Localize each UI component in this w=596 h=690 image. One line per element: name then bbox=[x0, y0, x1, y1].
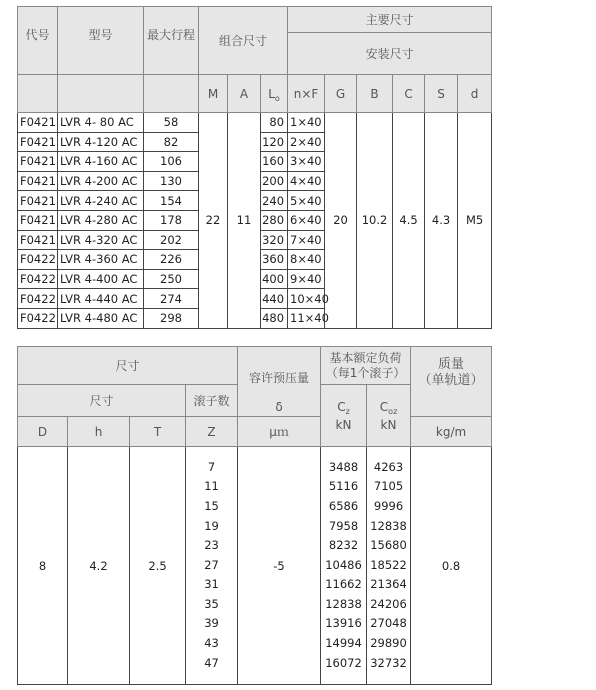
coz-value: 9996 bbox=[373, 498, 404, 513]
header-L0 bbox=[261, 75, 288, 113]
roller-count: 7 bbox=[207, 459, 216, 474]
cell-code: F0421 bbox=[18, 132, 58, 152]
cell-model: LVR 4-440 AC bbox=[58, 289, 144, 309]
header-T: T bbox=[130, 417, 186, 447]
roller-count: 23 bbox=[204, 538, 219, 553]
cell-L0: 400 bbox=[261, 269, 288, 289]
cell-stroke: 298 bbox=[144, 308, 199, 328]
cell-code: F0422 bbox=[18, 269, 58, 289]
cell-Z-list bbox=[186, 447, 238, 685]
header-model: 型号 bbox=[58, 7, 144, 75]
cell-S: 4.3 bbox=[425, 113, 458, 329]
coz-value: 18522 bbox=[370, 557, 407, 572]
roller-count: 15 bbox=[204, 498, 219, 513]
cell-code: F0421 bbox=[18, 191, 58, 211]
cell-h: 4.2 bbox=[68, 447, 130, 685]
header-D: D bbox=[18, 417, 68, 447]
cell-L0: 240 bbox=[261, 191, 288, 211]
header-h: h bbox=[68, 417, 130, 447]
cell-L0: 120 bbox=[261, 132, 288, 152]
cell-model: LVR 4-400 AC bbox=[58, 269, 144, 289]
coz-value: 15680 bbox=[370, 538, 407, 553]
header-Coz bbox=[367, 385, 411, 447]
cell-nxF: 5×40 bbox=[288, 191, 325, 211]
cell-model: LVR 4-320 AC bbox=[58, 230, 144, 250]
header-Coz-label bbox=[367, 399, 410, 417]
cell-nxF: 1×40 bbox=[288, 113, 325, 133]
cell-model: LVR 4-480 AC bbox=[58, 308, 144, 328]
cell-L0: 320 bbox=[261, 230, 288, 250]
header-load-line2: （每1个滚子） bbox=[325, 365, 406, 380]
cell-Cz-list bbox=[321, 447, 367, 685]
cell-model: LVR 4-360 AC bbox=[58, 250, 144, 270]
cell-L0: 360 bbox=[261, 250, 288, 270]
coz-value: 24206 bbox=[370, 596, 407, 611]
header-max-stroke: 最大行程 bbox=[144, 7, 199, 75]
header-M: M bbox=[199, 75, 228, 113]
header-mass-line2: （单轨道） bbox=[418, 373, 484, 388]
header-model-empty bbox=[58, 75, 144, 113]
cell-stroke: 250 bbox=[144, 269, 199, 289]
cell-model: LVR 4-280 AC bbox=[58, 210, 144, 230]
cell-model: LVR 4- 80 AC bbox=[58, 113, 144, 133]
cell-nxF: 11×40 bbox=[288, 308, 325, 328]
coz-value: 12838 bbox=[370, 518, 407, 533]
table-row bbox=[18, 113, 492, 133]
roller-count: 39 bbox=[204, 616, 219, 631]
cz-value: 3488 bbox=[328, 459, 359, 474]
roller-count-list bbox=[186, 458, 237, 674]
cell-nxF: 2×40 bbox=[288, 132, 325, 152]
cell-nxF: 10×40 bbox=[288, 289, 325, 309]
cell-L0: 440 bbox=[261, 289, 288, 309]
cell-B: 10.2 bbox=[357, 113, 393, 329]
header-G: G bbox=[325, 75, 357, 113]
header-code-empty bbox=[18, 75, 58, 113]
header-S: S bbox=[425, 75, 458, 113]
roller-count: 47 bbox=[204, 655, 219, 670]
cell-T: 2.5 bbox=[130, 447, 186, 685]
cell-L0: 200 bbox=[261, 171, 288, 191]
cz-value: 12838 bbox=[325, 596, 362, 611]
cz-value: 8232 bbox=[328, 538, 359, 553]
cell-stroke: 202 bbox=[144, 230, 199, 250]
header-Cz-unit: kN bbox=[335, 417, 352, 432]
header-load-rating bbox=[321, 347, 411, 385]
cell-mass: 0.8 bbox=[411, 447, 492, 685]
header-assembly-dims: 组合尺寸 bbox=[199, 7, 288, 75]
roller-count: 43 bbox=[204, 636, 219, 651]
table-row bbox=[18, 447, 492, 685]
coz-value: 32732 bbox=[370, 655, 407, 670]
cell-M: 22 bbox=[199, 113, 228, 329]
header-Coz-sub: oz bbox=[388, 406, 398, 416]
cell-preload: -5 bbox=[238, 447, 321, 685]
cz-value: 5116 bbox=[328, 479, 359, 494]
cell-model: LVR 4-200 AC bbox=[58, 171, 144, 191]
header-Cz-sub: z bbox=[345, 406, 350, 416]
header-code: 代号 bbox=[18, 7, 58, 75]
coz-value: 7105 bbox=[373, 479, 404, 494]
cell-Coz-list bbox=[367, 447, 411, 685]
header-nxF: n×F bbox=[288, 75, 325, 113]
dimension-table bbox=[17, 6, 492, 329]
header-Cz bbox=[321, 385, 367, 447]
cell-code: F0421 bbox=[18, 230, 58, 250]
cz-value: 11662 bbox=[325, 577, 362, 592]
coz-value: 27048 bbox=[370, 616, 407, 631]
load-rating-table bbox=[17, 346, 492, 685]
cell-model: LVR 4-240 AC bbox=[58, 191, 144, 211]
cell-nxF: 3×40 bbox=[288, 152, 325, 172]
header-dims: 尺寸 bbox=[18, 347, 238, 385]
coz-value: 21364 bbox=[370, 577, 407, 592]
cell-code: F0421 bbox=[18, 152, 58, 172]
cell-nxF: 6×40 bbox=[288, 210, 325, 230]
cell-code: F0422 bbox=[18, 308, 58, 328]
cell-L0: 80 bbox=[261, 113, 288, 133]
header-Cz-main: C bbox=[337, 399, 346, 414]
header-L0-sub: o bbox=[274, 93, 280, 103]
roller-count: 35 bbox=[204, 596, 219, 611]
cell-stroke: 226 bbox=[144, 250, 199, 270]
cell-A: 11 bbox=[228, 113, 261, 329]
header-Coz-main: C bbox=[379, 399, 389, 414]
cell-stroke: 178 bbox=[144, 210, 199, 230]
cz-list bbox=[321, 458, 366, 674]
header-rollers: 滚子数 bbox=[186, 385, 238, 417]
header-stroke-empty bbox=[144, 75, 199, 113]
cell-nxF: 4×40 bbox=[288, 171, 325, 191]
coz-list bbox=[367, 458, 410, 674]
cz-value: 7958 bbox=[328, 518, 359, 533]
header-C: C bbox=[393, 75, 425, 113]
cell-nxF: 8×40 bbox=[288, 250, 325, 270]
header-delta-unit: μｍ bbox=[238, 417, 321, 447]
cell-code: F0422 bbox=[18, 250, 58, 270]
roller-count: 11 bbox=[204, 479, 219, 494]
cell-D: 8 bbox=[18, 447, 68, 685]
cell-code: F0421 bbox=[18, 171, 58, 191]
cell-stroke: 106 bbox=[144, 152, 199, 172]
header-Z: Z bbox=[186, 417, 238, 447]
cell-stroke: 82 bbox=[144, 132, 199, 152]
cell-L0: 480 bbox=[261, 308, 288, 328]
cell-stroke: 58 bbox=[144, 113, 199, 133]
cell-model: LVR 4-120 AC bbox=[58, 132, 144, 152]
cell-L0: 280 bbox=[261, 210, 288, 230]
roller-count: 19 bbox=[204, 518, 219, 533]
cell-nxF: 9×40 bbox=[288, 269, 325, 289]
cell-stroke: 130 bbox=[144, 171, 199, 191]
cell-code: F0421 bbox=[18, 113, 58, 133]
header-preload bbox=[238, 347, 321, 417]
header-preload-label: 容许预压量 bbox=[249, 371, 310, 385]
cell-L0: 160 bbox=[261, 152, 288, 172]
cz-value: 16072 bbox=[325, 655, 362, 670]
cell-G: 20 bbox=[325, 113, 357, 329]
cz-value: 13916 bbox=[325, 616, 362, 631]
header-Coz-unit: kN bbox=[380, 417, 397, 432]
roller-count: 27 bbox=[204, 557, 219, 572]
header-mass bbox=[411, 347, 492, 417]
cz-value: 10486 bbox=[325, 557, 362, 572]
cell-stroke: 274 bbox=[144, 289, 199, 309]
roller-count: 31 bbox=[204, 577, 219, 592]
header-Cz-label bbox=[321, 399, 366, 417]
cell-code: F0422 bbox=[18, 289, 58, 309]
header-L0-main: L bbox=[268, 86, 275, 101]
cell-nxF: 7×40 bbox=[288, 230, 325, 250]
header-d: d bbox=[458, 75, 492, 113]
header-load-line1: 基本额定负荷 bbox=[329, 350, 402, 365]
cell-d: M5 bbox=[458, 113, 492, 329]
header-install-dims: 安装尺寸 bbox=[288, 33, 492, 75]
cell-code: F0421 bbox=[18, 210, 58, 230]
header-delta: δ bbox=[275, 400, 283, 414]
cell-stroke: 154 bbox=[144, 191, 199, 211]
header-mass-line1: 质量 bbox=[438, 357, 465, 372]
cz-value: 6586 bbox=[328, 498, 359, 513]
header-main-dims: 主要尺寸 bbox=[288, 7, 492, 33]
header-mass-unit: kg/m bbox=[411, 417, 492, 447]
header-A: A bbox=[228, 75, 261, 113]
coz-value: 4263 bbox=[373, 459, 404, 474]
cell-C: 4.5 bbox=[393, 113, 425, 329]
coz-value: 29890 bbox=[370, 636, 407, 651]
cz-value: 14994 bbox=[325, 636, 362, 651]
header-B: B bbox=[357, 75, 393, 113]
cell-model: LVR 4-160 AC bbox=[58, 152, 144, 172]
header-dims-sub: 尺寸 bbox=[18, 385, 186, 417]
